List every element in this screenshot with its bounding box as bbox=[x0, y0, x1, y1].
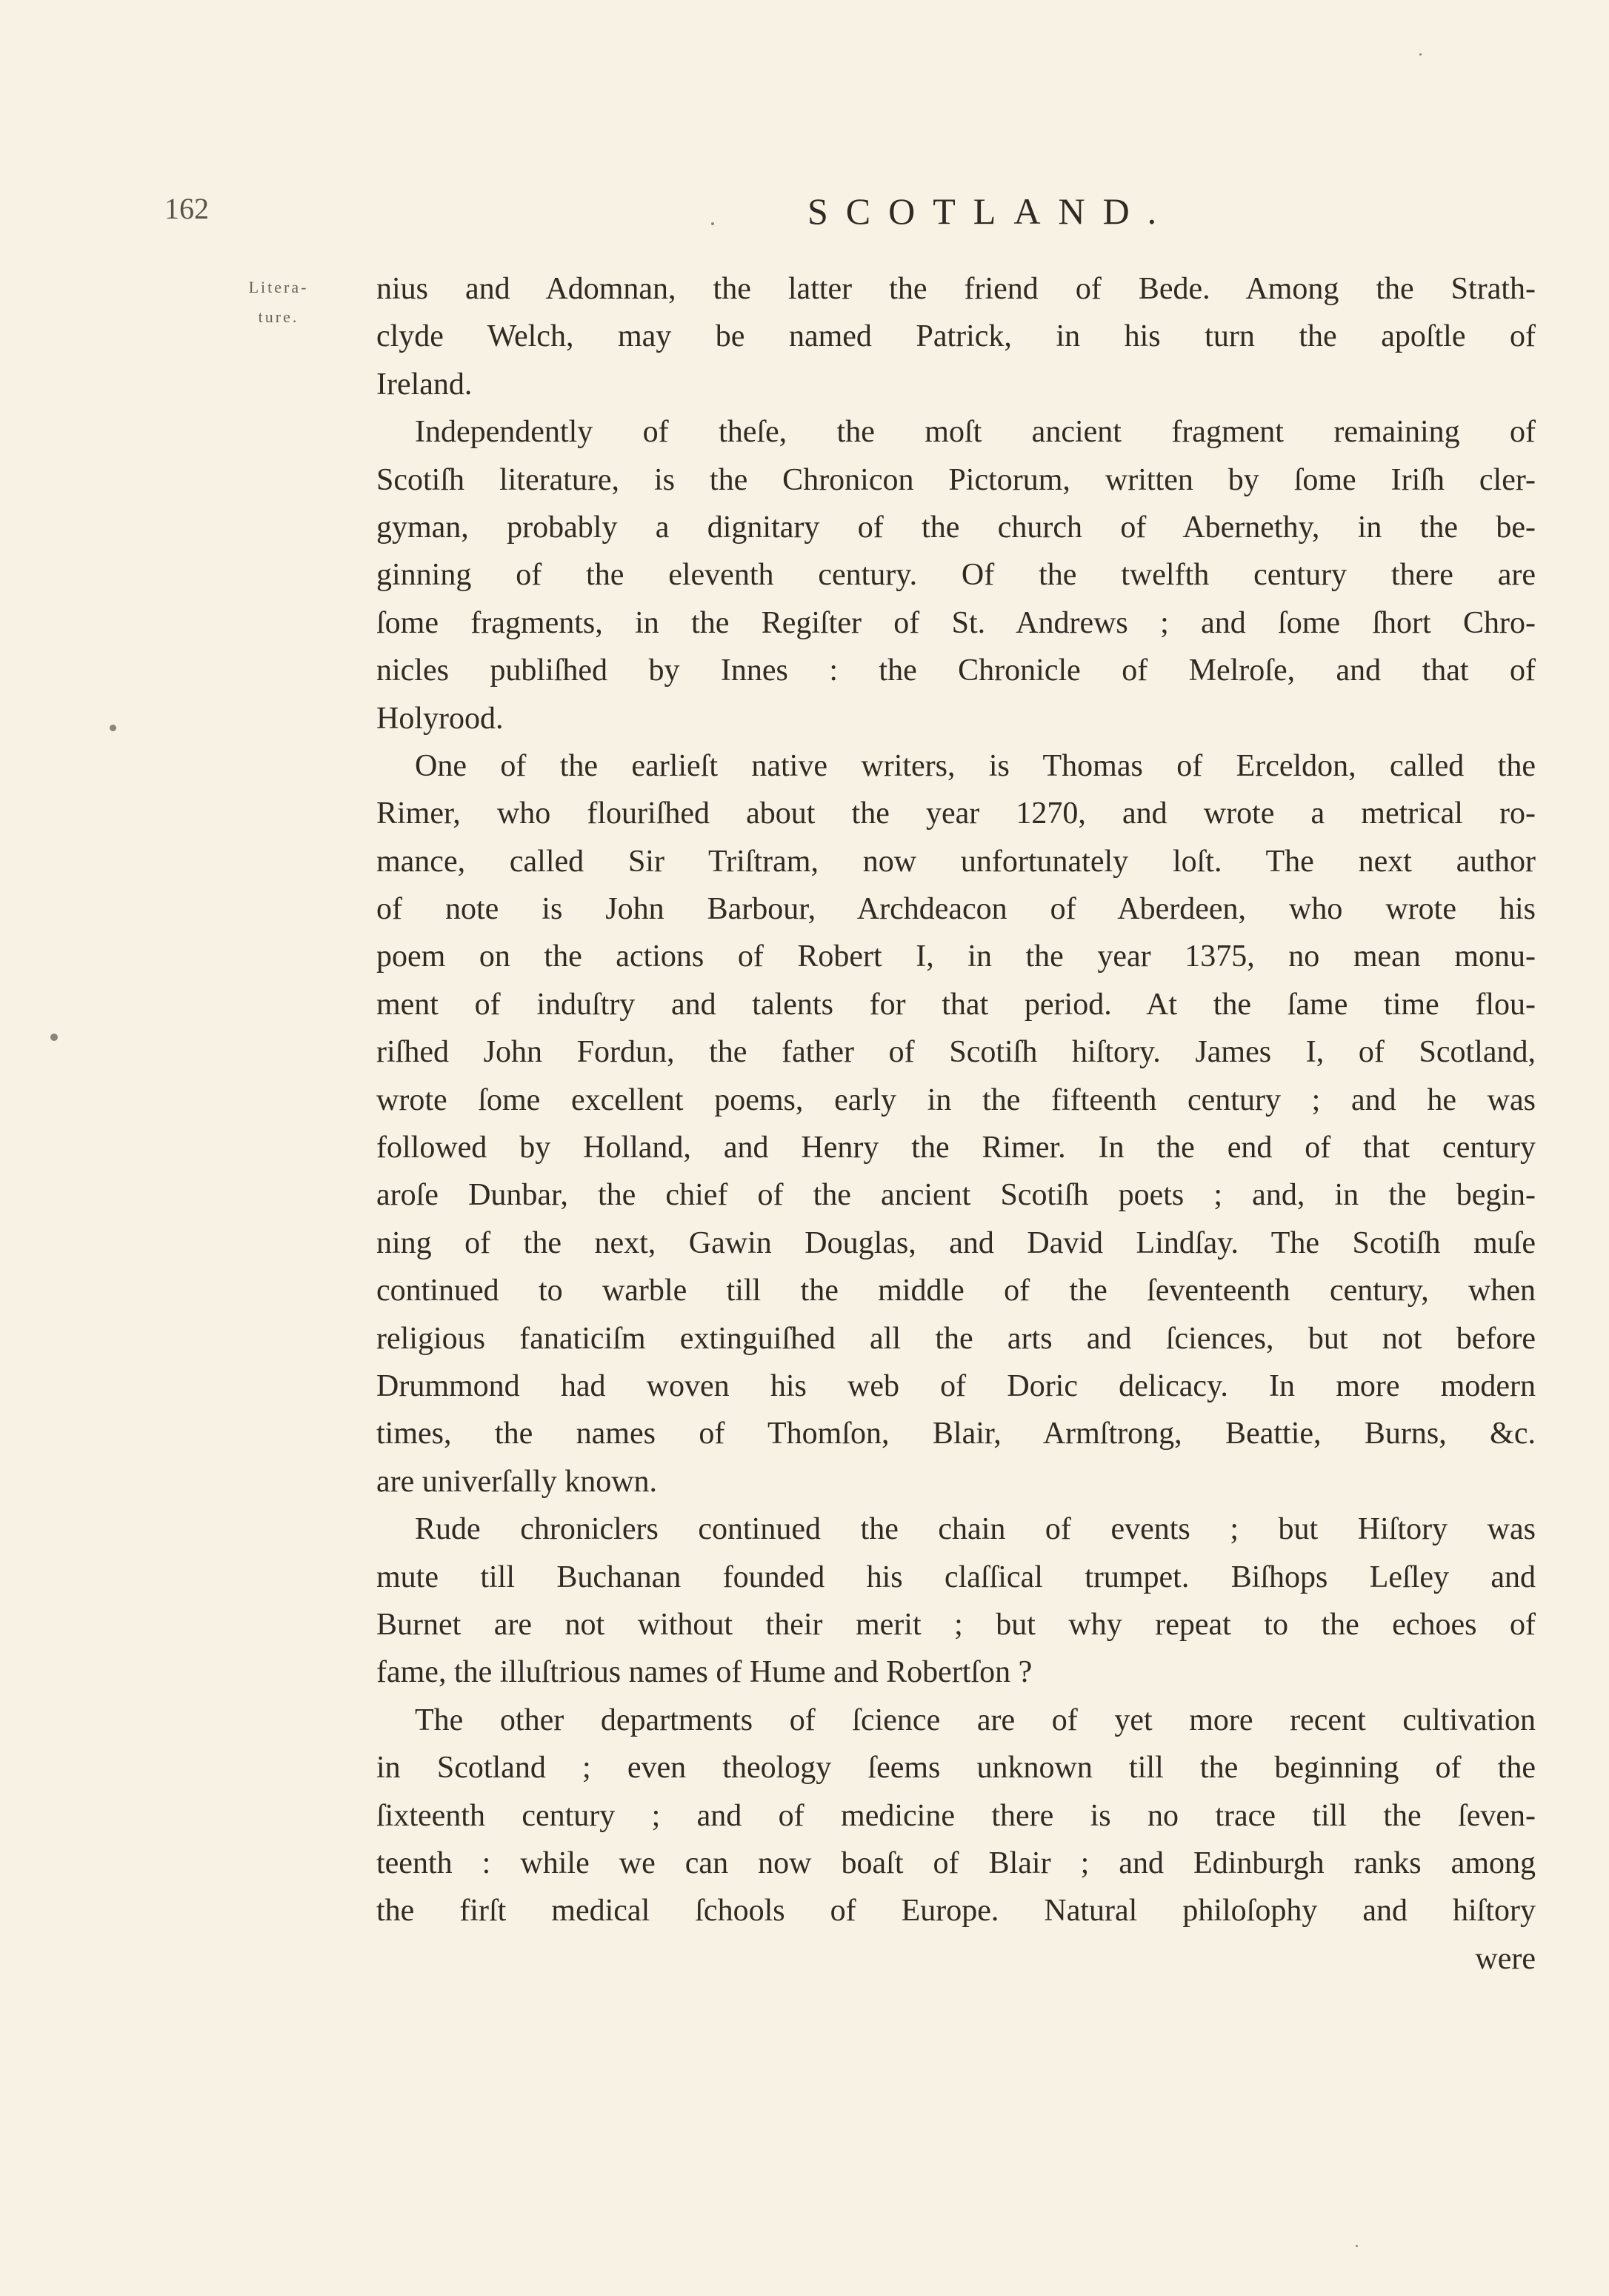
text-line: riſhed John Fordun, the father of Scotiſh hiſtory. James I, of Scotland, bbox=[376, 1035, 1536, 1070]
text-line: One of the earlieſt native writers, is Thomas of Erceldon, called the bbox=[415, 748, 1536, 783]
paper-speck bbox=[711, 222, 714, 225]
text-line: times, the names of Thomſon, Blair, Armſtrong, Beattie, Burns, &c. bbox=[376, 1417, 1536, 1451]
text-line: teenth : while we can now boaſt of Blair ; and Edinburgh ranks among bbox=[376, 1846, 1536, 1880]
paper-speck bbox=[1356, 2245, 1358, 2247]
paper-speck bbox=[1419, 53, 1422, 56]
text-line: Independently of theſe, the moſt ancient fragment remaining of bbox=[415, 415, 1536, 450]
paper-speck bbox=[110, 725, 116, 731]
text-line: the firſt medical ſchools of Europe. Natural philoſophy and hiſtory bbox=[376, 1894, 1536, 1929]
text-line: gyman, probably a dignitary of the church of Abernethy, in the be- bbox=[376, 510, 1536, 545]
text-line: ment of induſtry and talents for that period. At the ſame time flou- bbox=[376, 987, 1536, 1022]
text-line: Holyrood. bbox=[376, 701, 504, 736]
text-line: in Scotland ; even theology ſeems unknown till the beginning of the bbox=[376, 1751, 1536, 1786]
text-line: nius and Adomnan, the latter the friend of Bede. Among the Strath- bbox=[376, 272, 1536, 306]
text-line: Ireland. bbox=[376, 367, 473, 402]
text-line: nicles publiſhed by Innes : the Chronicle of Melroſe, and that of bbox=[376, 653, 1536, 688]
text-line: are univerſally known. bbox=[376, 1464, 658, 1499]
margin-note bbox=[212, 273, 345, 332]
page-number: 162 bbox=[164, 192, 209, 225]
text-line: continued to warble till the middle of the ſeventeenth century, when bbox=[376, 1274, 1536, 1308]
margin-note-line-2: ture. bbox=[258, 307, 299, 326]
text-line: religious fanaticiſm extinguiſhed all the arts and ſciences, but not before bbox=[376, 1321, 1536, 1356]
text-line: Drummond had woven his web of Doric delicacy. In more modern bbox=[376, 1368, 1536, 1403]
text-line: of note is John Barbour, Archdeacon of Aberdeen, who wrote his bbox=[376, 892, 1536, 927]
text-line: followed by Holland, and Henry the Rimer. In the end of that century bbox=[376, 1131, 1536, 1165]
text-line: mance, called Sir Triſtram, now unfortunately loſt. The next author bbox=[376, 844, 1536, 879]
catchword: were bbox=[1475, 1941, 1536, 1976]
text-line: clyde Welch, may be named Patrick, in his turn the apoſtle of bbox=[376, 319, 1536, 354]
body-text bbox=[376, 265, 1536, 1983]
paper-speck bbox=[50, 1034, 58, 1041]
margin-note-line-1: Litera- bbox=[248, 278, 309, 296]
text-line: The other departments of ſcience are of yet more recent cultivation bbox=[415, 1703, 1536, 1737]
text-line: Rimer, who flouriſhed about the year 1270, and wrote a metrical ro- bbox=[376, 796, 1536, 831]
text-line: fame, the illuſtrious names of Hume and Robertſon ? bbox=[376, 1655, 1033, 1690]
text-line: Burnet are not without their merit ; but why repeat to the echoes of bbox=[376, 1607, 1536, 1642]
text-line: Rude chroniclers continued the chain of events ; but Hiſtory was bbox=[415, 1512, 1536, 1547]
text-line: wrote ſome excellent poems, early in the fifteenth century ; and he was bbox=[376, 1082, 1536, 1117]
text-line: ginning of the eleventh century. Of the twelfth century there are bbox=[376, 558, 1536, 593]
text-line: mute till Buchanan founded his claſſical trumpet. Biſhops Leſley and bbox=[376, 1560, 1536, 1594]
text-line: poem on the actions of Robert I, in the year 1375, no mean monu- bbox=[376, 939, 1536, 974]
text-line: ſixteenth century ; and of medicine there is no trace till the ſeven- bbox=[376, 1798, 1536, 1833]
text-line: ning of the next, Gawin Douglas, and David Lindſay. The Scotiſh muſe bbox=[376, 1225, 1536, 1260]
text-line: ſome fragments, in the Regiſter of St. Andrews ; and ſome ſhort Chro- bbox=[376, 605, 1536, 640]
running-title: SCOTLAND. bbox=[807, 190, 1175, 232]
text-line: Scotiſh literature, is the Chronicon Pictorum, written by ſome Iriſh cler- bbox=[376, 462, 1536, 497]
text-line: aroſe Dunbar, the chief of the ancient Scotiſh poets ; and, in the begin- bbox=[376, 1178, 1536, 1213]
